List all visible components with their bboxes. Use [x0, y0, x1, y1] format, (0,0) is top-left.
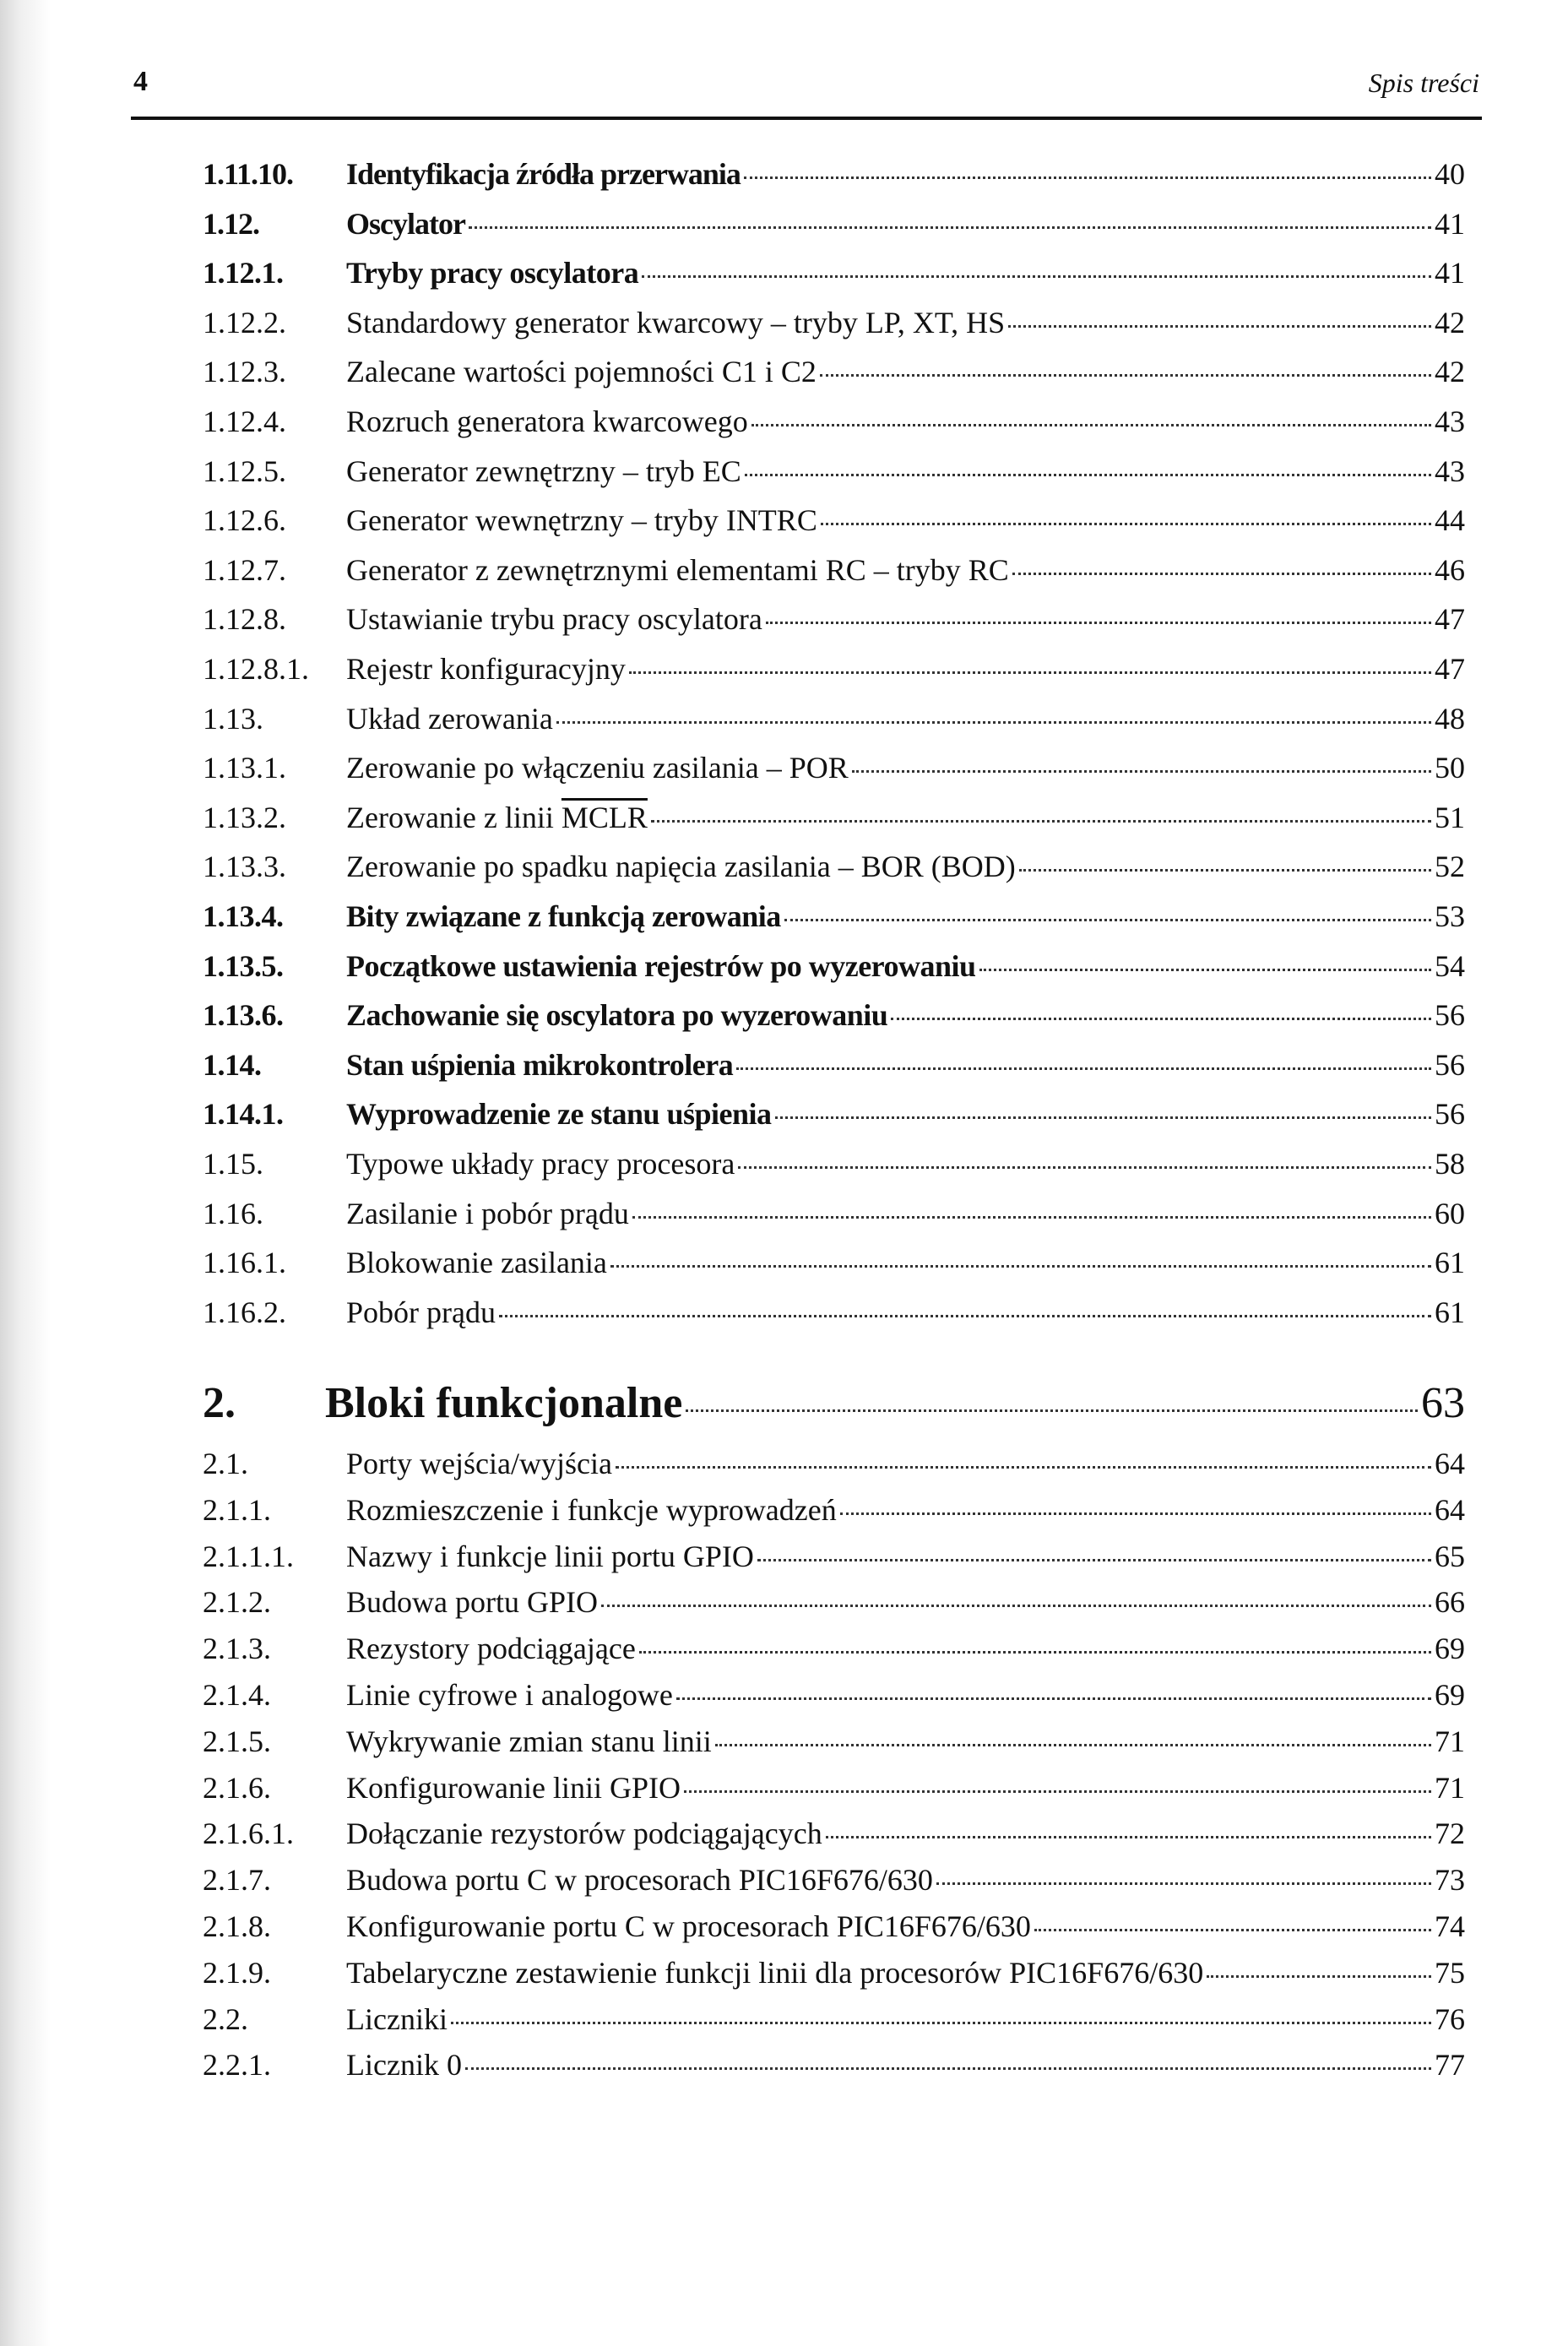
- entry-title-text: Tabelaryczne zestawienie funkcji linii dla procesorów PIC16F676/630: [346, 1955, 1204, 1990]
- entry-title: [346, 502, 817, 538]
- toc-entry: [203, 206, 1465, 248]
- toc-entry: [203, 1047, 1465, 1089]
- entry-page: 52: [1435, 850, 1465, 884]
- entry-title-text: Oscylator: [346, 206, 465, 241]
- toc-entry: [203, 899, 1465, 941]
- entry-number: 2.1.1.1.: [203, 1539, 294, 1573]
- entry-page: 77: [1435, 2048, 1465, 2083]
- toc-entry: [203, 1631, 1465, 1673]
- entry-title: [346, 305, 1005, 340]
- toc-entry: [203, 1539, 1465, 1581]
- entry-page: 46: [1435, 552, 1465, 587]
- toc-entry: [203, 502, 1465, 545]
- leader-dots: [632, 1216, 1431, 1219]
- entry-title: [346, 800, 648, 835]
- entry-number: 2.1.8.: [203, 1909, 271, 1943]
- leader-dots: [616, 1466, 1431, 1469]
- entry-number: 1.12.7.: [203, 552, 286, 587]
- entry-number: 2.1.7.: [203, 1863, 271, 1898]
- header-rule: [131, 117, 1482, 120]
- entry-title-text: Ustawianie trybu pracy oscylatora: [346, 602, 762, 637]
- entry-title-text: Dołączanie rezystorów podciągających: [346, 1817, 822, 1851]
- toc-entry: [203, 1584, 1465, 1626]
- entry-page: 56: [1435, 1097, 1465, 1132]
- entry-title: [346, 1539, 754, 1574]
- toc-entry: [203, 1677, 1465, 1719]
- entry-number: 1.13.1.: [203, 751, 286, 785]
- entry-title: [346, 156, 741, 192]
- entry-title-text: Początkowe ustawienia rejestrów po wyzerowaniu: [346, 948, 976, 983]
- leader-dots: [826, 1836, 1431, 1838]
- entry-title: [346, 1446, 612, 1481]
- entry-title: [346, 1955, 1203, 1990]
- entry-page: 42: [1435, 355, 1465, 389]
- toc-entry: [203, 2001, 1465, 2044]
- entry-title: [346, 899, 781, 934]
- entry-page: 56: [1435, 998, 1465, 1033]
- chapter-title: Bloki funkcjonalne: [325, 1379, 683, 1427]
- entry-title-text: Zerowanie po włączeniu zasilania – POR: [346, 751, 849, 785]
- entry-number: 2.1.5.: [203, 1724, 271, 1758]
- entry-number: 1.16.2.: [203, 1295, 286, 1329]
- entry-title-text: Stan uśpienia mikrokontrolera: [346, 1047, 734, 1082]
- entry-title-text: Bity związane z funkcją zerowania: [346, 899, 781, 933]
- entry-title: [346, 1196, 629, 1231]
- entry-page: 44: [1435, 503, 1465, 538]
- entry-page: 64: [1435, 1447, 1465, 1480]
- entry-title-text: Układ zerowania: [346, 701, 553, 736]
- entry-number: 1.13.3.: [203, 850, 286, 884]
- toc-entry: [203, 354, 1465, 396]
- toc-entry: [203, 651, 1465, 693]
- leader-dots: [936, 1882, 1431, 1885]
- leader-dots: [629, 671, 1431, 674]
- entry-title: [346, 354, 817, 389]
- entry-page: 43: [1435, 453, 1465, 488]
- entry-number: 1.12.: [203, 206, 259, 241]
- entry-number: 1.12.6.: [203, 503, 286, 538]
- entry-number: 1.11.10.: [203, 157, 294, 191]
- entry-title: [346, 1816, 822, 1851]
- leader-dots: [736, 1067, 1431, 1070]
- entry-page: 65: [1435, 1539, 1465, 1573]
- entry-title: [346, 849, 1016, 884]
- entry-number: 1.12.8.1.: [203, 652, 309, 686]
- entry-title-text: Zalecane wartości pojemności C1 i C2: [346, 355, 817, 389]
- toc-entry: [203, 1955, 1465, 1997]
- entry-title-text: Zerowanie z linii: [346, 800, 562, 834]
- leader-dots: [1008, 325, 1431, 328]
- entry-title-text: Typowe układy pracy procesora: [346, 1147, 735, 1181]
- toc-entry: [203, 1245, 1465, 1287]
- entry-page: 56: [1435, 1047, 1465, 1082]
- entry-page: 58: [1435, 1147, 1465, 1181]
- toc-entry: [203, 1146, 1465, 1188]
- entry-title-text: Rozmieszczenie i funkcje wyprowadzeń: [346, 1492, 837, 1527]
- chapter-number: 2.: [203, 1379, 236, 1427]
- entry-title-text: Konfigurowanie portu C w procesorach PIC16F676/630: [346, 1909, 1031, 1943]
- toc-entry: [203, 255, 1465, 297]
- entry-number: 1.12.4.: [203, 405, 286, 438]
- leader-dots: [766, 622, 1431, 624]
- entry-title: [346, 404, 748, 439]
- entry-title-text: Liczniki: [346, 2001, 448, 2036]
- entry-title: [346, 997, 887, 1033]
- entry-title: [346, 701, 553, 736]
- scan-shadow: [0, 0, 51, 2346]
- entry-number: 2.1.3.: [203, 1632, 271, 1666]
- entry-page: 60: [1435, 1196, 1465, 1230]
- entry-number: 1.16.: [203, 1196, 263, 1230]
- entry-title-text: Wykrywanie zmian stanu linii: [346, 1724, 712, 1758]
- entry-page: 72: [1435, 1817, 1465, 1851]
- entry-title: [346, 255, 638, 291]
- toc-entry: [203, 1816, 1465, 1858]
- leader-dots: [891, 1018, 1431, 1020]
- entry-title-text: Rejestr konfiguracyjny: [346, 652, 626, 686]
- leader-dots: [1019, 869, 1431, 872]
- entry-title: [346, 1295, 496, 1330]
- leader-dots: [751, 424, 1431, 426]
- toc-entry: [203, 948, 1465, 991]
- entry-title: [346, 1096, 772, 1132]
- entry-number: 1.16.1.: [203, 1246, 286, 1280]
- leader-dots: [469, 226, 1431, 229]
- leader-dots: [1012, 573, 1431, 575]
- entry-title-text: Licznik 0: [346, 2048, 462, 2083]
- leader-dots: [775, 1116, 1431, 1119]
- entry-page: 42: [1435, 305, 1465, 339]
- entry-title-text: Budowa portu GPIO: [346, 1585, 598, 1620]
- entry-page: 76: [1435, 2001, 1465, 2036]
- entry-title-text: Konfigurowanie linii GPIO: [346, 1770, 681, 1805]
- leader-dots: [715, 1744, 1431, 1746]
- entry-title: [346, 2047, 462, 2083]
- leader-dots: [852, 770, 1431, 773]
- entry-title-text: Generator wewnętrzny – tryby INTRC: [346, 503, 817, 538]
- entry-title-text: Generator zewnętrzny – tryb EC: [346, 453, 741, 488]
- entry-title-text: Rezystory podciągające: [346, 1632, 636, 1666]
- entry-page: 69: [1435, 1678, 1465, 1712]
- entry-number: 1.13.5.: [203, 948, 284, 983]
- entry-page: 71: [1435, 1770, 1465, 1805]
- chapter-page: 63: [1421, 1379, 1465, 1427]
- toc-entry: [203, 750, 1465, 792]
- entry-title: [346, 1146, 735, 1181]
- toc-entry: [203, 305, 1465, 347]
- leader-dots: [651, 820, 1431, 823]
- toc-entry: [203, 2047, 1465, 2089]
- toc-entry: [203, 1446, 1465, 1488]
- leader-dots: [684, 1790, 1431, 1793]
- toc-entry: [203, 1492, 1465, 1534]
- entry-title: [346, 1909, 1031, 1944]
- toc-entry: [203, 453, 1465, 496]
- leader-dots: [820, 374, 1431, 377]
- entry-page: 71: [1435, 1724, 1465, 1758]
- entry-title: [346, 601, 762, 637]
- entry-page: 69: [1435, 1632, 1465, 1666]
- entry-title: [346, 1492, 837, 1528]
- leader-dots: [744, 176, 1431, 179]
- entry-number: 1.13.: [203, 701, 263, 736]
- leader-dots: [840, 1512, 1431, 1515]
- entry-number: 2.1.2.: [203, 1585, 271, 1620]
- entry-page: 53: [1435, 899, 1465, 933]
- entry-title: [346, 1770, 681, 1806]
- entry-page: 75: [1435, 1955, 1465, 1990]
- entry-page: 64: [1435, 1492, 1465, 1527]
- entry-title: [346, 1631, 636, 1666]
- entry-page: 74: [1435, 1909, 1465, 1943]
- entry-number: 1.13.2.: [203, 800, 286, 834]
- entry-number: 1.14.: [203, 1047, 262, 1082]
- entry-number: 2.2.1.: [203, 2048, 271, 2083]
- entry-page: 61: [1435, 1295, 1465, 1329]
- leader-dots: [451, 2022, 1431, 2024]
- entry-title: [346, 1724, 712, 1759]
- entry-number: 1.14.1.: [203, 1097, 284, 1132]
- toc-entry: [203, 601, 1465, 644]
- leader-dots: [676, 1697, 1431, 1700]
- entry-page: 41: [1435, 256, 1465, 291]
- entry-title-text: Rozruch generatora kwarcowego: [346, 405, 748, 438]
- entry-title-text: Pobór prądu: [346, 1295, 496, 1329]
- entry-page: 50: [1435, 751, 1465, 785]
- toc-entry: [203, 800, 1465, 842]
- toc-entry: [203, 552, 1465, 595]
- entry-title-text: Porty wejścia/wyjścia: [346, 1447, 612, 1480]
- toc-entry: [203, 997, 1465, 1040]
- toc-entry: [203, 1295, 1465, 1337]
- toc-entry: [203, 701, 1465, 743]
- toc-entry: [203, 1196, 1465, 1238]
- entry-title-overline: MCLR: [561, 800, 648, 834]
- leader-dots: [610, 1265, 1431, 1268]
- toc-entry: [203, 156, 1465, 198]
- leader-dots: [821, 523, 1431, 525]
- leader-dots: [757, 1559, 1431, 1561]
- entry-title-text: Linie cyfrowe i analogowe: [346, 1678, 673, 1712]
- entry-title: [346, 453, 741, 489]
- entry-number: 1.12.3.: [203, 355, 286, 389]
- leader-dots: [601, 1605, 1431, 1607]
- entry-title: [346, 1862, 933, 1898]
- toc-entry: [203, 1724, 1465, 1766]
- entry-title-text: Zerowanie po spadku napięcia zasilania – BOR (BOD): [346, 850, 1016, 884]
- leader-dots: [465, 2067, 1431, 2070]
- entry-title: [346, 1584, 598, 1620]
- leader-dots: [1207, 1975, 1431, 1978]
- entry-page: 47: [1435, 602, 1465, 637]
- entry-title-text: Identyfikacja źródła przerwania: [346, 157, 741, 191]
- entry-title: [346, 1245, 607, 1280]
- entry-title: [346, 750, 849, 785]
- entry-page: 61: [1435, 1246, 1465, 1280]
- leader-dots: [738, 1166, 1431, 1169]
- entry-number: 2.1.9.: [203, 1955, 271, 1990]
- entry-page: 47: [1435, 652, 1465, 686]
- leader-dots: [784, 919, 1431, 921]
- entry-number: 1.12.1.: [203, 256, 284, 291]
- toc-entry: [203, 404, 1465, 446]
- entry-number: 1.13.6.: [203, 998, 284, 1033]
- entry-number: 1.15.: [203, 1147, 263, 1181]
- entry-title: [346, 651, 626, 687]
- entry-title-text: Blokowanie zasilania: [346, 1246, 607, 1280]
- leader-dots: [556, 721, 1431, 724]
- entry-title-text: Wyprowadzenie ze stanu uśpienia: [346, 1097, 772, 1132]
- page-number: 4: [133, 66, 148, 97]
- entry-number: 2.1.4.: [203, 1678, 271, 1712]
- entry-title-text: Budowa portu C w procesorach PIC16F676/630: [346, 1863, 933, 1898]
- entry-number: 2.1.6.1.: [203, 1817, 294, 1851]
- toc-entry: [203, 849, 1465, 891]
- toc-entry: [203, 1096, 1465, 1138]
- entry-number: 2.1.6.: [203, 1770, 271, 1805]
- entry-title: [346, 206, 465, 242]
- entry-page: 73: [1435, 1863, 1465, 1898]
- entry-page: 51: [1435, 800, 1465, 834]
- entry-number: 2.1.1.: [203, 1492, 271, 1527]
- entry-page: 54: [1435, 948, 1465, 983]
- entry-page: 66: [1435, 1585, 1465, 1620]
- entry-title: [346, 2001, 448, 2037]
- entry-page: 48: [1435, 701, 1465, 736]
- leader-dots: [979, 969, 1431, 971]
- leader-dots: [642, 275, 1431, 278]
- entry-page: 40: [1435, 157, 1465, 191]
- entry-title: [346, 948, 976, 984]
- entry-title: [346, 1677, 673, 1713]
- toc-entry: [203, 1862, 1465, 1904]
- leader-dots: [639, 1651, 1431, 1654]
- running-title: Spis treści: [1368, 68, 1479, 98]
- entry-number: 1.13.4.: [203, 899, 284, 933]
- entry-title-text: Standardowy generator kwarcowy – tryby LP, XT, HS: [346, 305, 1006, 339]
- entry-title-text: Zasilanie i pobór prądu: [346, 1196, 629, 1230]
- entry-number: 2.1.: [203, 1447, 248, 1480]
- leader-dots: [686, 1409, 1418, 1412]
- entry-title-text: Generator z zewnętrznymi elementami RC – tryby RC: [346, 552, 1009, 587]
- entry-number: 1.12.8.: [203, 602, 286, 637]
- toc-entry: [203, 1909, 1465, 1951]
- entry-number: 2.2.: [203, 2001, 248, 2036]
- entry-title-text: Zachowanie się oscylatora po wyzerowaniu: [346, 998, 888, 1033]
- leader-dots: [1034, 1929, 1431, 1931]
- entry-number: 1.12.5.: [203, 453, 286, 488]
- leader-dots: [499, 1315, 1431, 1317]
- leader-dots: [745, 474, 1431, 476]
- entry-title-text: Tryby pracy oscylatora: [346, 256, 639, 291]
- toc-chapter: [203, 1378, 1465, 1437]
- entry-number: 1.12.2.: [203, 305, 286, 339]
- toc-entry: [203, 1770, 1465, 1812]
- entry-title: [346, 552, 1009, 588]
- entry-page: 41: [1435, 206, 1465, 241]
- entry-page: 43: [1435, 405, 1465, 438]
- entry-title-text: Nazwy i funkcje linii portu GPIO: [346, 1539, 754, 1573]
- entry-title: [346, 1047, 733, 1083]
